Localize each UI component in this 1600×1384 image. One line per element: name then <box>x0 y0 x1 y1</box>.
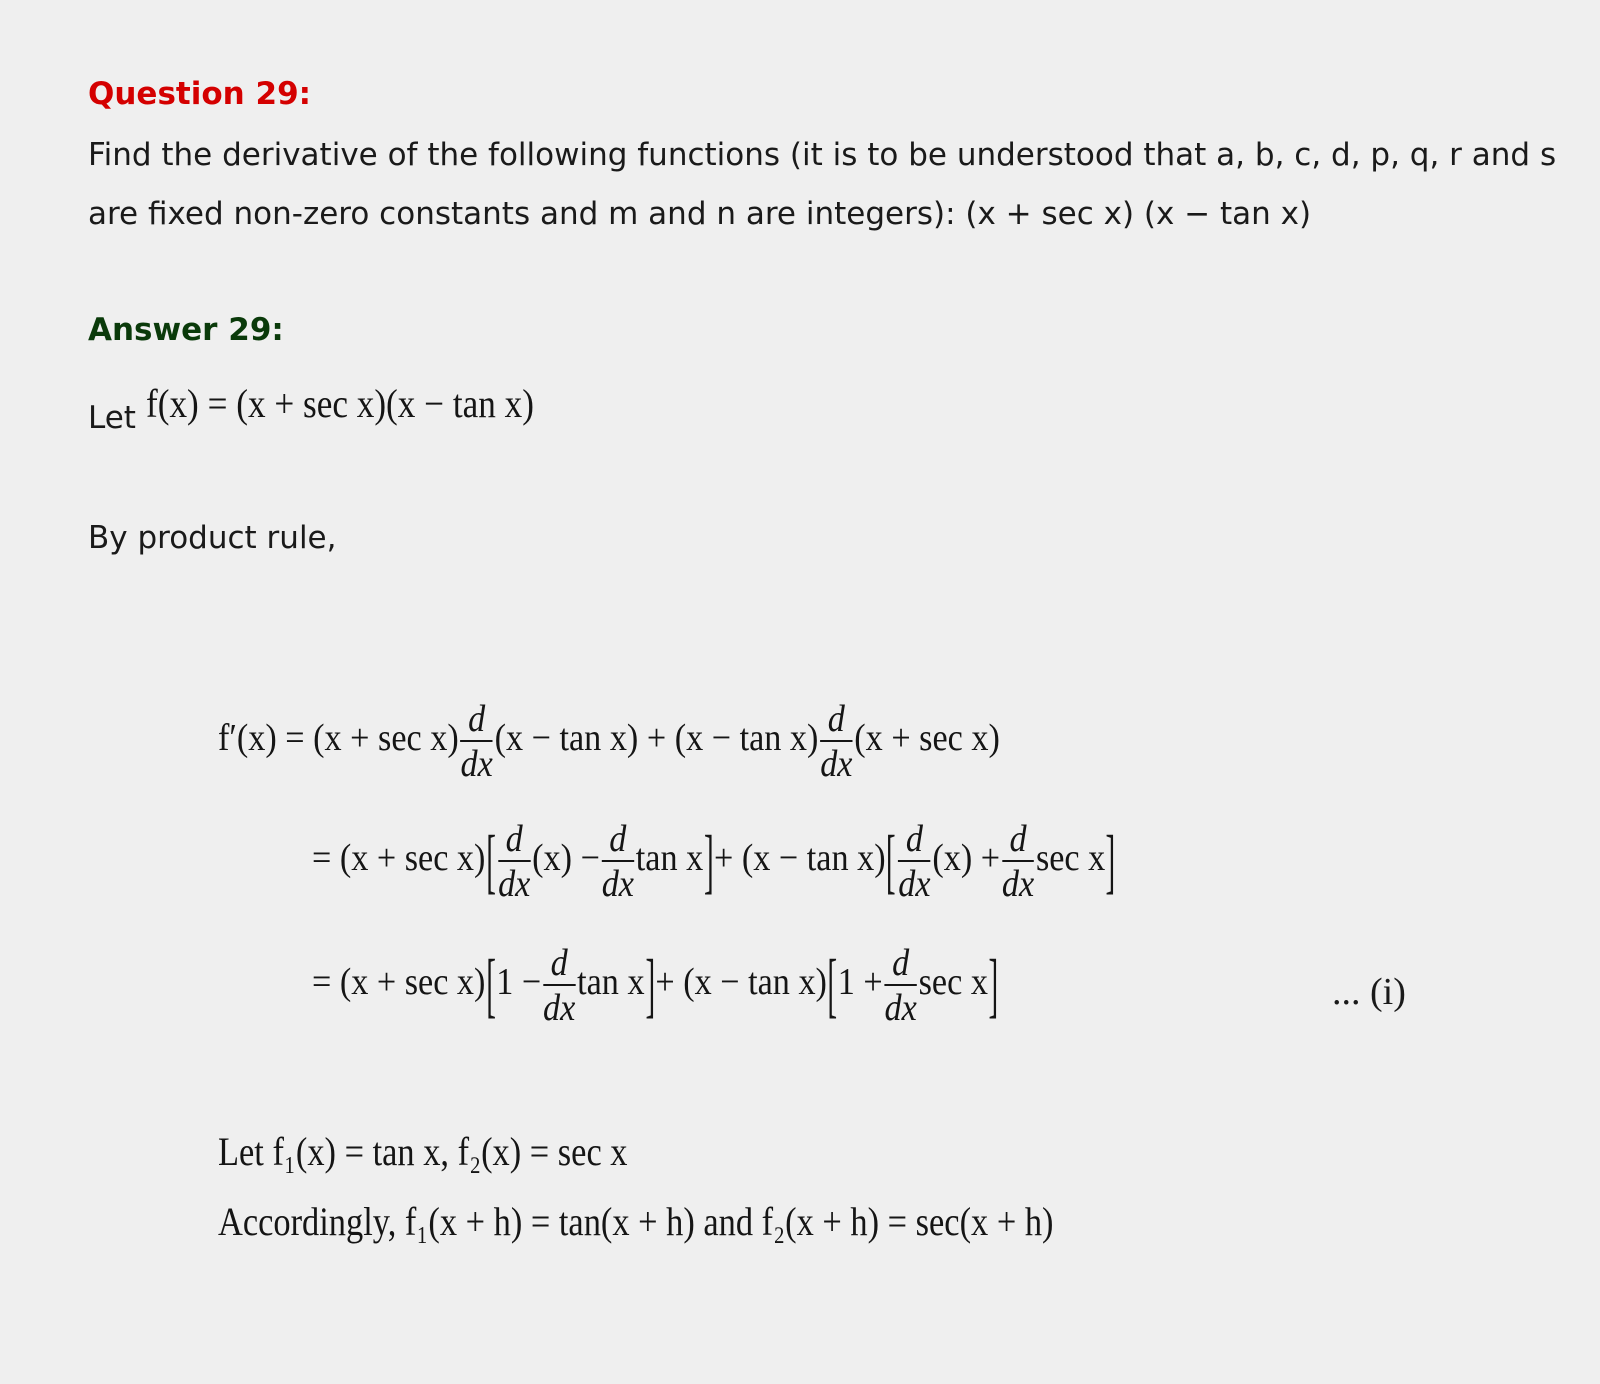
eq2-a: (x) − <box>532 837 600 880</box>
derivative-operator: $\frac{d}{dx}$ <box>820 698 853 785</box>
left-bracket: [ <box>827 945 838 1026</box>
right-bracket: ] <box>1105 821 1116 902</box>
derivative-operator: $\frac{d}{dx}$ <box>601 818 634 905</box>
answer-heading: Answer 29: <box>88 312 284 348</box>
eq1-mid: (x − tan x) + (x − tan x) <box>494 717 819 760</box>
eq3-start: = (x + sec x) <box>312 961 486 1004</box>
eq1-lhs: f′(x) = (x + sec x) <box>218 717 459 760</box>
eq2-c: (x) + <box>932 837 1001 880</box>
derivative-operator: $\frac{d}{dx}$ <box>460 698 493 785</box>
product-rule-label: By product rule, <box>88 520 337 556</box>
right-bracket: ] <box>703 821 714 902</box>
left-bracket: [ <box>485 945 496 1026</box>
eq2-b: tan x <box>635 837 704 880</box>
function-definition: f(x) = (x + sec x)(x − tan x) <box>146 381 534 426</box>
equation-line-1 <box>218 700 1000 783</box>
right-bracket: ] <box>988 945 999 1026</box>
eq3-mid: + (x − tan x) <box>655 961 827 1004</box>
question-text: Find the derivative of the following functions (it is to be understood that a, b, c, d, p, q, r and s are fixed non-zero constants and m and n are integers): (x + sec x) (x − tan x) <box>88 137 1557 232</box>
eq3-a: 1 − <box>496 961 542 1004</box>
equation-label: ... (i) <box>1332 971 1406 1013</box>
eq3-c: 1 + <box>837 961 883 1004</box>
let-f1-f2: Let f₁(x) = tan x, f₂(x) = sec x <box>218 1129 628 1174</box>
derivative-operator: $\frac{d}{dx}$ <box>898 818 931 905</box>
left-bracket: [ <box>485 821 496 902</box>
derivative-operator: $\frac{d}{dx}$ <box>884 942 917 1029</box>
let-label: Let <box>88 400 136 436</box>
eq2-mid: + (x − tan x) <box>714 837 886 880</box>
eq3-b: tan x <box>577 961 645 1004</box>
equation-line-2 <box>312 820 1116 903</box>
eq3-d: sec x <box>918 961 988 1004</box>
accordingly-line: Accordingly, f₁(x + h) = tan(x + h) and f₂(x + h) = sec(x + h) <box>218 1199 1054 1244</box>
derivative-operator: $\frac{d}{dx}$ <box>543 942 576 1029</box>
left-bracket: [ <box>886 821 896 902</box>
derivative-operator: $\frac{d}{dx}$ <box>1001 818 1035 905</box>
equation-line-3 <box>312 944 999 1027</box>
derivative-operator: $\frac{d}{dx}$ <box>498 818 531 905</box>
eq1-end: (x + sec x) <box>854 717 1000 760</box>
question-heading: Question 29: <box>88 76 312 112</box>
right-bracket: ] <box>645 945 655 1026</box>
eq2-d: sec x <box>1035 837 1106 880</box>
eq2-start: = (x + sec x) <box>312 837 486 880</box>
